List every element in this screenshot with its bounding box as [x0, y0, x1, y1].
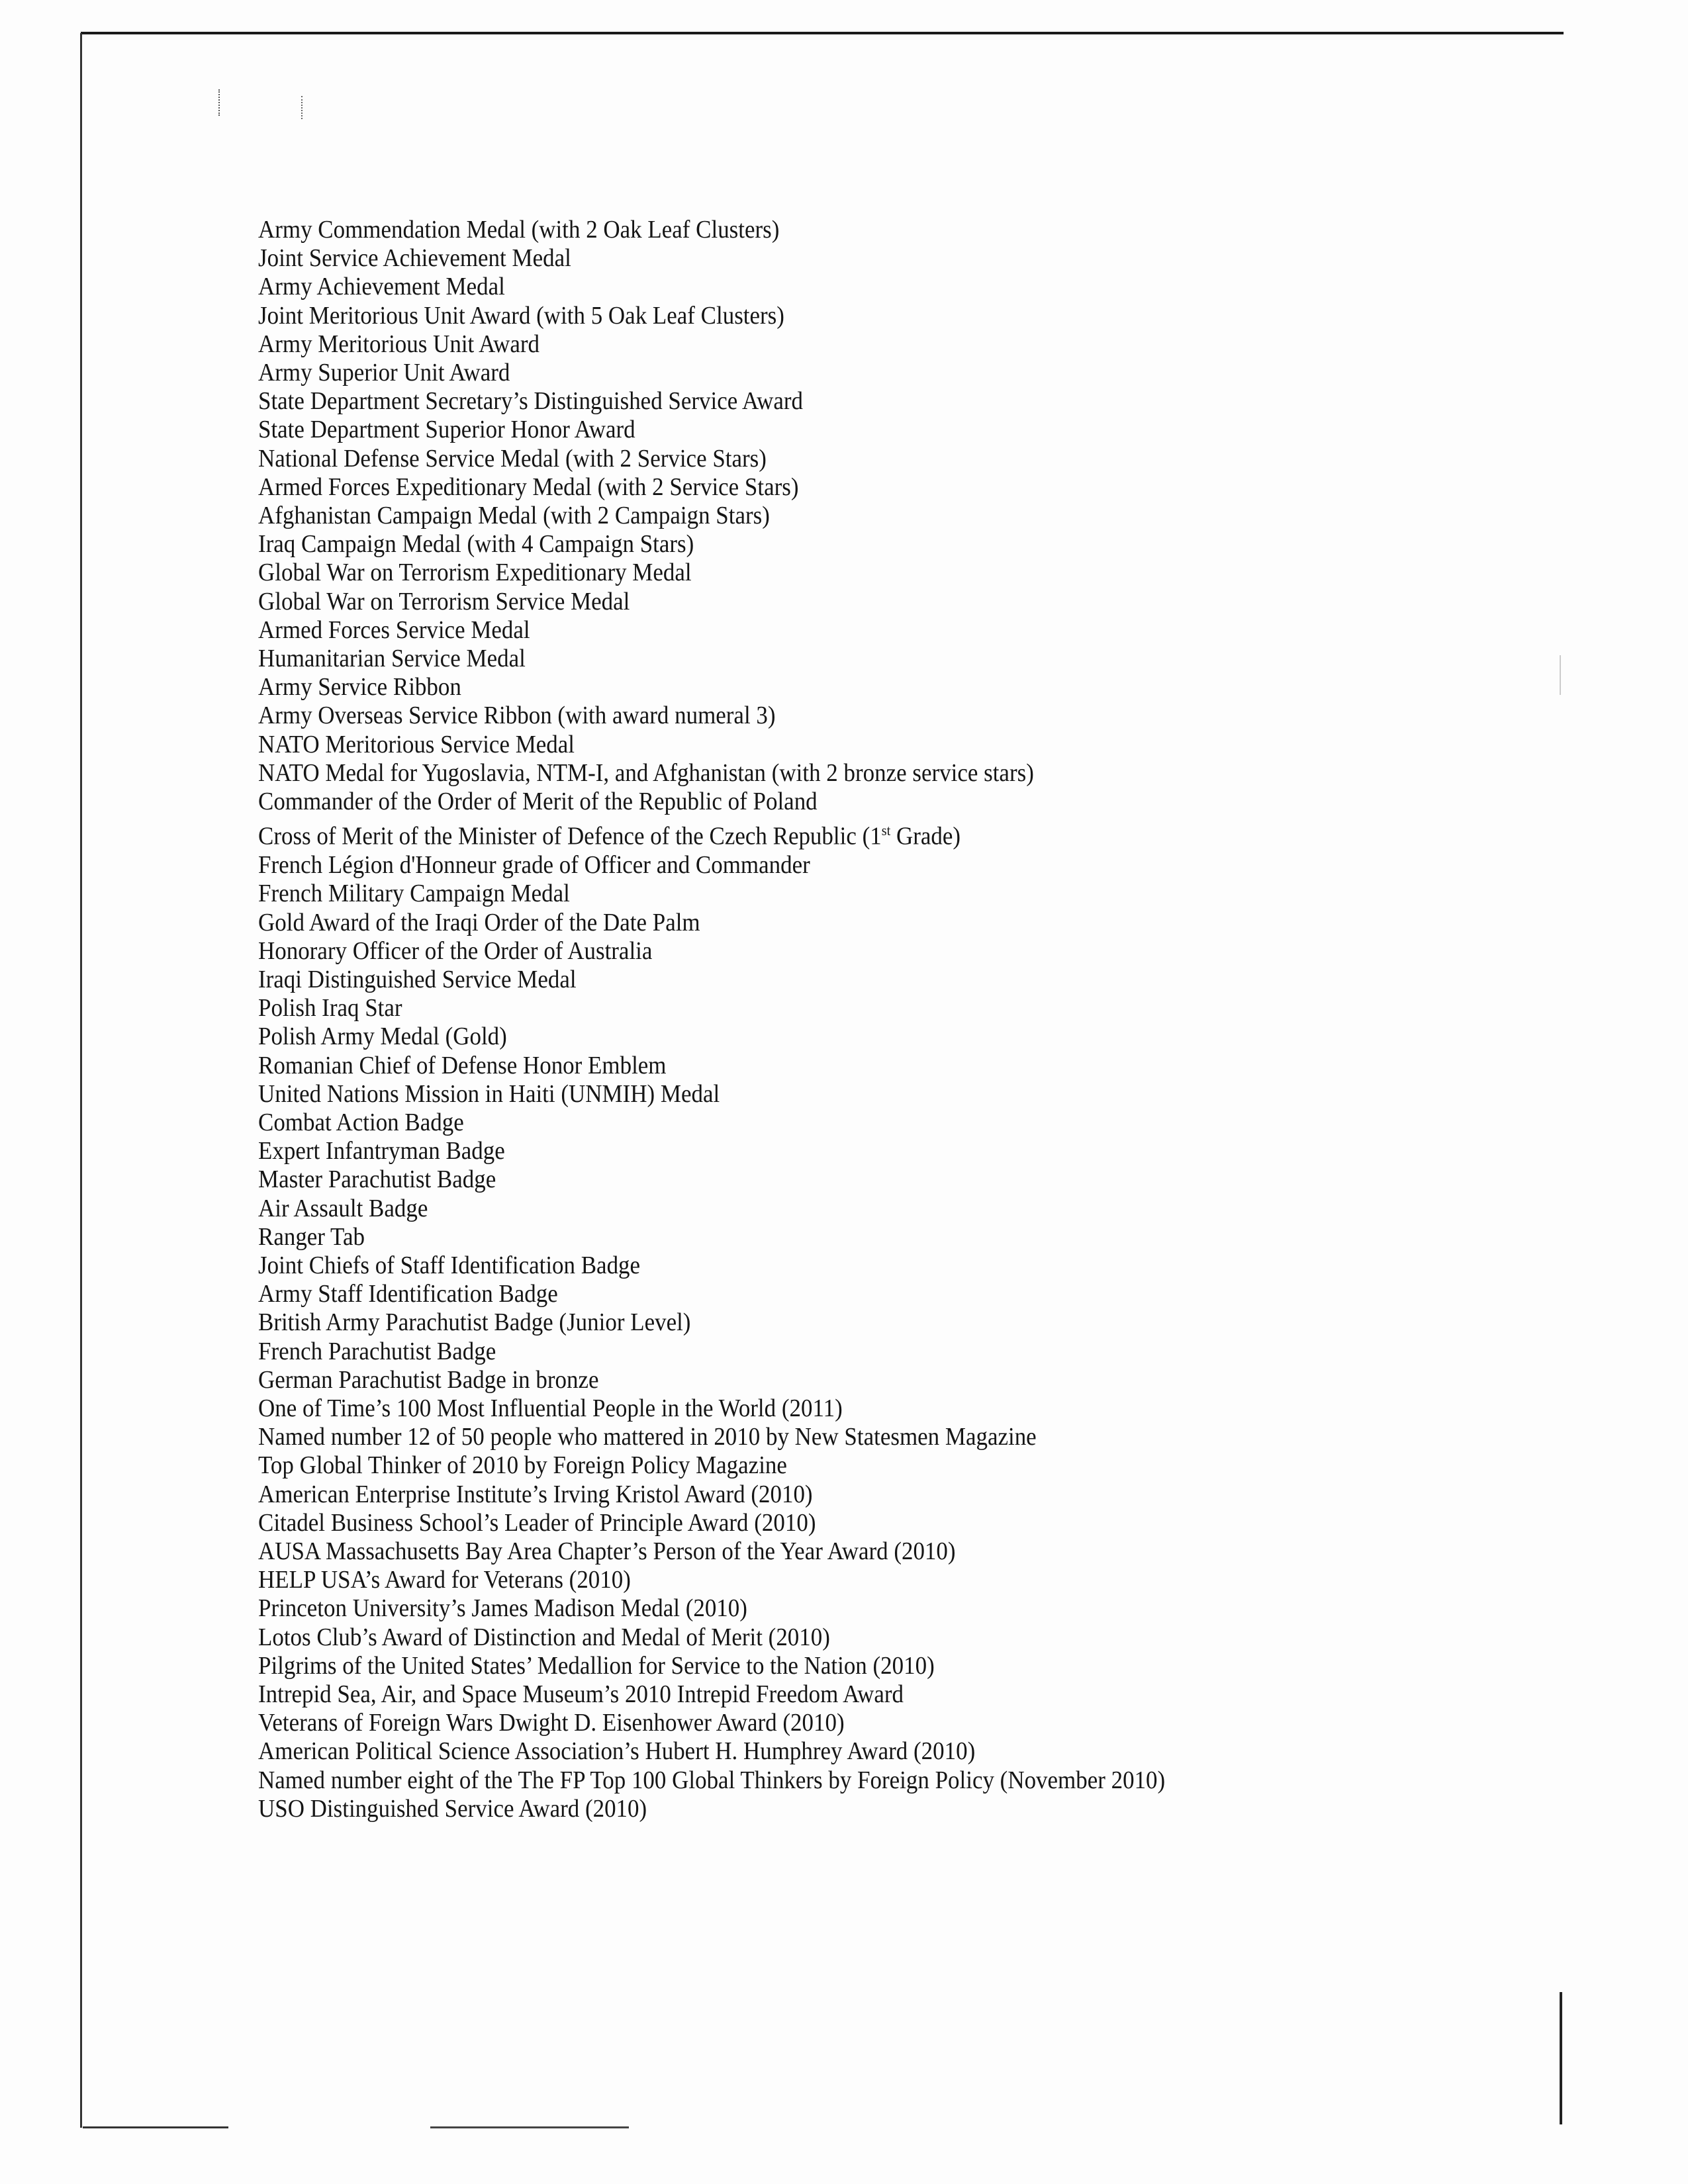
ordinal-suffix: st: [881, 822, 891, 839]
award-item: Army Service Ribbon: [258, 673, 461, 702]
award-item: State Department Secretary’s Distinguished Service Award: [258, 387, 803, 416]
award-item: NATO Medal for Yugoslavia, NTM-I, and Afghanistan (with 2 bronze service stars): [258, 758, 1034, 787]
scan-specks: [218, 89, 222, 116]
award-item: French Parachutist Badge: [258, 1337, 496, 1365]
award-item: Joint Chiefs of Staff Identification Badge: [258, 1251, 641, 1279]
award-item: One of Time’s 100 Most Influential People in the World (2011): [258, 1394, 843, 1422]
award-item: Combat Action Badge: [258, 1108, 464, 1136]
page-border-bottom-segment: [430, 2126, 629, 2128]
award-item: Global War on Terrorism Service Medal: [258, 587, 630, 615]
award-item: British Army Parachutist Badge (Junior Level): [258, 1308, 691, 1337]
award-item: Intrepid Sea, Air, and Space Museum’s 2010 Intrepid Freedom Award: [258, 1680, 904, 1709]
award-item: State Department Superior Honor Award: [258, 416, 635, 444]
award-item: Afghanistan Campaign Medal (with 2 Campaign Stars): [258, 502, 770, 530]
award-item-czech: [258, 816, 1165, 851]
award-item: Gold Award of the Iraqi Order of the Date Palm: [258, 908, 700, 936]
award-item: Polish Army Medal (Gold): [258, 1023, 507, 1051]
page-border-left: [80, 33, 82, 2128]
award-item: Commander of the Order of Merit of the Republic of Poland: [258, 788, 818, 816]
award-item: National Defense Service Medal (with 2 Service Stars): [258, 444, 767, 473]
award-text: Grade): [890, 822, 961, 850]
award-item: Princeton University’s James Madison Medal (2010): [258, 1594, 747, 1623]
award-item: Army Superior Unit Award: [258, 359, 510, 387]
award-item: Romanian Chief of Defense Honor Emblem: [258, 1051, 667, 1079]
award-item: American Political Science Association’s Hubert H. Humphrey Award (2010): [258, 1737, 976, 1766]
page-border-bottom: [83, 2126, 228, 2128]
award-item: Ranger Tab: [258, 1222, 365, 1251]
award-item: Iraqi Distinguished Service Medal: [258, 965, 577, 993]
award-item: Air Assault Badge: [258, 1194, 428, 1222]
award-item: Iraq Campaign Medal (with 4 Campaign Stars): [258, 530, 694, 559]
scan-mark: [1560, 655, 1561, 695]
award-item: Expert Infantryman Badge: [258, 1137, 505, 1165]
award-item: Joint Meritorious Unit Award (with 5 Oak Leaf Clusters): [258, 301, 784, 330]
awards-list: [258, 216, 1244, 1823]
award-item: NATO Meritorious Service Medal: [258, 730, 575, 758]
award-item: Army Achievement Medal: [258, 273, 505, 301]
award-item: Veterans of Foreign Wars Dwight D. Eisenhower Award (2010): [258, 1709, 845, 1737]
award-item: Army Commendation Medal (with 2 Oak Leaf Clusters): [258, 216, 780, 244]
award-item: Polish Iraq Star: [258, 994, 402, 1023]
award-item: Lotos Club’s Award of Distinction and Medal of Merit (2010): [258, 1623, 830, 1651]
award-item: American Enterprise Institute’s Irving Kristol Award (2010): [258, 1480, 813, 1508]
award-item: Named number eight of the The FP Top 100 Global Thinkers by Foreign Policy (November 2010): [258, 1766, 1166, 1794]
award-item: French Military Campaign Medal: [258, 880, 570, 908]
award-item: AUSA Massachusetts Bay Area Chapter’s Person of the Year Award (2010): [258, 1537, 956, 1565]
award-item: Joint Service Achievement Medal: [258, 244, 571, 273]
award-item: Top Global Thinker of 2010 by Foreign Policy Magazine: [258, 1451, 787, 1480]
award-item: HELP USA’s Award for Veterans (2010): [258, 1566, 631, 1594]
page-border-right: [1560, 1992, 1562, 2124]
award-item: Humanitarian Service Medal: [258, 645, 526, 673]
award-item: Army Overseas Service Ribbon (with award numeral 3): [258, 702, 776, 730]
award-item: Global War on Terrorism Expeditionary Medal: [258, 559, 692, 587]
scan-specks: [301, 96, 305, 119]
award-item: Armed Forces Service Medal: [258, 615, 530, 644]
award-text: Cross of Merit of the Minister of Defence of the Czech Republic (1: [258, 822, 882, 850]
award-item: Pilgrims of the United States’ Medallion for Service to the Nation (2010): [258, 1651, 935, 1680]
award-item: Citadel Business School’s Leader of Principle Award (2010): [258, 1508, 816, 1537]
award-item: Master Parachutist Badge: [258, 1165, 496, 1194]
award-item: United Nations Mission in Haiti (UNMIH) Medal: [258, 1079, 720, 1108]
award-item: Honorary Officer of the Order of Australia: [258, 936, 653, 965]
award-item: German Parachutist Badge in bronze: [258, 1365, 599, 1394]
award-item: French Légion d'Honneur grade of Officer and Commander: [258, 851, 810, 880]
award-item: Army Staff Identification Badge: [258, 1280, 558, 1308]
award-item: Armed Forces Expeditionary Medal (with 2 Service Stars): [258, 473, 799, 501]
page-border-top: [81, 32, 1564, 34]
award-item: USO Distinguished Service Award (2010): [258, 1794, 647, 1823]
award-item: Army Meritorious Unit Award: [258, 330, 540, 358]
award-item: Named number 12 of 50 people who mattered in 2010 by New Statesmen Magazine: [258, 1423, 1037, 1451]
